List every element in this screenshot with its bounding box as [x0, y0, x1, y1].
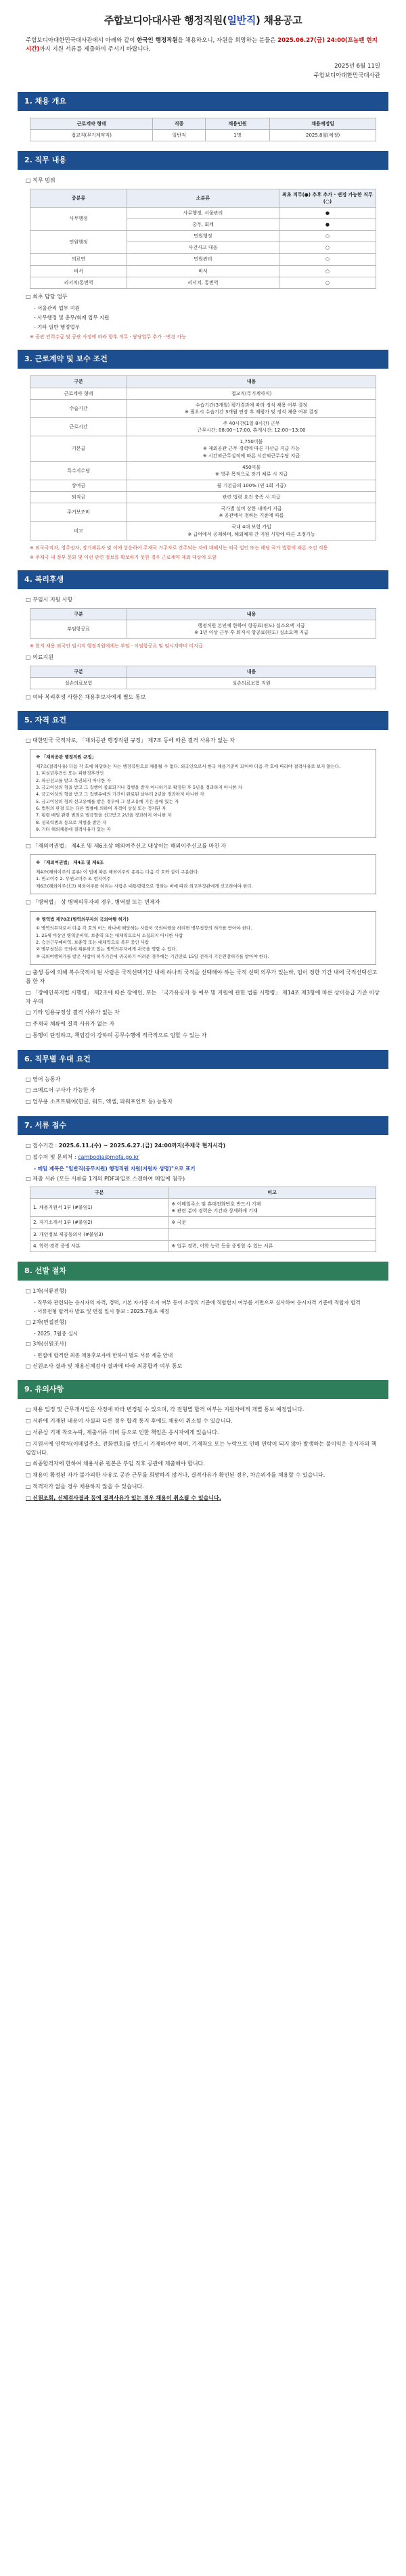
main-duty-heading: □ 최초 담당 업무: [26, 293, 68, 300]
duty-table-wrap: [30, 189, 376, 289]
welfare-heading: □ 부임시 지원 사항: [26, 596, 73, 603]
contract-label: 주거보조비: [30, 503, 127, 522]
qualify-box-3: [30, 911, 376, 965]
health-table: [30, 666, 376, 689]
duty-mark: ○: [279, 277, 376, 288]
caution-item: □ 신원조회, 신체검사결과 등에 결격사유가 있는 경우 채용이 취소될 수 있습니다.: [26, 1494, 221, 1501]
overview-cell: 2025.8월(예정): [270, 129, 376, 141]
qualify-item: □ 출생 등에 의해 복수국적이 된 사람은 국적선택기간 내에 하나의 국적을 선택해야 하는 국적 선택 의무가 있는바, 임이 정한 기간 내에 국적선택신고를 한 자: [26, 969, 378, 984]
main-duty-item: - 서울관리 업무 지원: [34, 305, 80, 312]
caution-item: □ 최종합격자에 한하여 채용서류 원본은 부임 직후 공관에 제출해야 합니다.: [26, 1460, 205, 1467]
contract-label: 비고: [30, 522, 127, 540]
welfare-header: 구분: [30, 608, 127, 620]
health-label: 실손의료보험: [30, 677, 127, 689]
docs-header: 비고: [168, 1187, 376, 1199]
contract-value: 주 40시간(1일 8시간) 근무 근무시간: 08:00~17:00, 휴게시간: 12:00~13:00: [127, 417, 376, 436]
duty-cell: 사건사고 대응: [127, 242, 279, 254]
duty-mark: ●: [279, 218, 376, 230]
duty-cell: 비서: [127, 265, 279, 277]
overview-header: 채용인원: [205, 118, 269, 129]
duty-cell: 민원관리: [127, 254, 279, 265]
box-line: 3. 금고이상의 형을 받고 그 집행이 종료되거나 집행을 받지 아니하기로 확정된 후 5년을 경과하지 아니한 자: [36, 784, 243, 790]
prefer-item: □ 크메르어 구사가 가능한 자: [26, 1087, 95, 1094]
qualify-item: □ 대한민국 국적자로, 「재외공관 행정직원 규정」 제7조 등에 따른 결격 사유가 없는 자: [26, 737, 235, 743]
overview-table-wrap: [30, 118, 376, 141]
overview-cell: 1명: [205, 129, 269, 141]
posting-date: 2025년 6월 11일: [334, 62, 380, 70]
contract-label: 퇴직금: [30, 492, 127, 503]
select-subitem: - 2025. 7월중 실시: [34, 1330, 78, 1337]
docs-label: 4. 학력·경력 증빙 사본: [30, 1240, 168, 1251]
duty-mark: ○: [279, 242, 376, 254]
select-item: □ 3차(신원조사): [26, 1341, 67, 1348]
contract-label: 특수지수당: [30, 461, 127, 480]
qualify-item: □ 기타 임용규정상 결격 사유가 없는 자: [26, 1009, 120, 1016]
box-line: ① 병역의무자로서 다음 각 호의 어느 하나에 해당하는 사람이 국외여행을 하려면 병무청장의 허가를 받아야 한다.: [36, 925, 252, 932]
caution-item: □ 지원서에 연락처(이메일주소, 전화번호)를 반드시 기재하여야 하며, 기재착오 또는 누락으로 인해 연락이 되지 않아 발생하는 불이익은 응시자의 책임입니다.: [26, 1440, 377, 1456]
contract-label: 근로계약 형태: [30, 388, 127, 399]
duty-mark: ●: [279, 207, 376, 218]
section-4-header: 4. 복리후생: [18, 570, 388, 589]
duty-cell: 의료연: [30, 254, 127, 265]
prefer-item: □ 업무용 소프트웨어(한글, 워드, 엑셀, 파워포인트 등) 능통자: [26, 1099, 173, 1105]
section-7-header: 7. 서류 접수: [18, 1116, 388, 1135]
welfare-other: □ 여타 복리후생 사항은 채용후보자에게 별도 통보: [26, 694, 146, 701]
section-5-header: 5. 자격 요건: [18, 711, 388, 730]
box-line: 5. 금고이상의 형의 선고유예를 받은 경우에 그 선고유예 기간 중에 있는 자: [36, 798, 179, 804]
contract-label: 근로시간: [30, 417, 127, 436]
overview-header: 채용예정일: [270, 118, 376, 129]
email-subject-note: - 메일 제목은 "일반직(공무지원) 행정직원 지원(지원자 성명)"으로 표기: [34, 1165, 196, 1172]
box-line: ② 병무청장은 국외에 체류하고 있는 병역의무자에게 귀국을 명할 수 있다.: [36, 946, 177, 952]
box-line: 8. 성폭력범죄 등으로 처벌을 받은 자: [36, 819, 107, 825]
section-9-header: 9. 유의사항: [18, 1380, 388, 1399]
duty-mark: ○: [279, 265, 376, 277]
posting-date-block: [26, 62, 380, 81]
section-3-header: 3. 근로계약 및 보수 조건: [18, 350, 388, 369]
caution-item: □ 적격자가 없을 경우 채용하지 않을 수 있습니다.: [26, 1483, 144, 1490]
contract-value: 국내 4대 보험 가입 ※ 급여에서 공제하며, 해외체재 간 지원 사항에 따른 조정가능: [127, 522, 376, 540]
box-line: 제7조(결격사유) 다음 각 호에 해당하는 자는 행정직원으로 채용될 수 없다. 외국인으로서 한국 채용기준이 되어야 다음 각 호에 따라야 결격사유로 보지 않는다.: [36, 763, 341, 769]
contract-value: 수습기간(3개월) 평가결과에 따라 정식 채용 여부 결정 ※ 필요시 수습기간 3개월 연장 후 재평가 및 정식 채용 여부 결정: [127, 399, 376, 417]
docs-value: ※ 업무 경력, 어학 능력 등을 증빙할 수 있는 서류: [168, 1240, 376, 1251]
section-1-header: 1. 채용 개요: [18, 92, 388, 111]
contract-value: 국가별 실비 상한 내에서 지급 ※ 공관에서 정하는 기준에 따름: [127, 503, 376, 522]
box-title: ※ 병역법 제70조(병역의무자의 국외여행 허가): [36, 916, 129, 922]
duty-cell: 민원행정: [127, 231, 279, 242]
caution-item: □ 서류상 기재 착오누락, 제출서류 미비 등으로 인한 책임은 응시자에게 있습니다.: [26, 1429, 219, 1435]
welfare-value: 행정직원 본인에 한하여 항공료(편도) 실소요액 지급 ※ 1년 이상 근무 후 퇴직시 항공료(편도) 실소요액 지급: [127, 620, 376, 638]
contract-value: 관련 법령 요건 충족 시 지급: [127, 492, 376, 503]
box-line: 2. 승선근무예비역, 보충역 또는 대체역으로 복무 중인 사람: [36, 939, 150, 945]
email-link[interactable]: cambodia@mofa.go.kr: [78, 1153, 139, 1160]
main-duty-item: - 사무행정 및 총무/회계 업무 지원: [34, 315, 110, 321]
box-line: 제6조(해외이주신고) 해외이주를 하려는 사람은 대통령령으로 정하는 바에 따라 외교부장관에게 신고하여야 한다.: [36, 883, 253, 889]
section-2-header: 2. 직무 내용: [18, 151, 388, 170]
duty-note: ※ 공관 인력수급 및 공관 사정에 따라 향후 직무 · 담당업무 추가 · 변경 가능: [30, 334, 186, 340]
duty-cell: 리서치, 통번역: [127, 277, 279, 288]
docs-period: □ 접수기간 : 2025.6.11.(수) ~ 2025.6.27.(금) 24:00까지(주재국 현지시각): [26, 1142, 226, 1149]
welfare-note: ※ 현지 채용 외국인 임시직 행정직원에게는 부임 · 이임항공료 및 임시계약비 미지급: [30, 643, 203, 649]
duty-cell: 사무행정: [30, 207, 127, 230]
box-line: 6. 법원의 판결 또는 다른 법률에 의하여 자격이 상실 또는 정지된 자: [36, 806, 166, 812]
duty-header: 중분류: [30, 189, 127, 207]
contract-table: [30, 375, 376, 540]
qualify-item: □ 「병역법」 상 병역의무자의 경우, 병역필 또는 면제자: [26, 899, 160, 905]
box-line: 4. 금고이상의 형을 받고 그 집행유예의 기간이 완료된 날부터 2년을 경과하지 아니한 자: [36, 791, 204, 798]
duty-cell: 리서치/통번역: [30, 277, 127, 288]
box-line: 제4조(해외이주의 종류) 이 법에 따른 해외이주의 종류는 다음 각 호와 같이 구분한다.: [36, 869, 200, 875]
docs-value: ※ 국문: [168, 1217, 376, 1228]
duty-table: [30, 189, 376, 289]
box-line: 7. 횡령 배임 관련 범죄로 벌금형을 선고받고 2년을 경과하지 아니한 자: [36, 812, 172, 819]
docs-table-wrap: [30, 1187, 376, 1252]
contract-value: 접교직(무기계약직): [127, 388, 376, 399]
overview-table: [30, 118, 376, 141]
health-heading: □ 의료지원: [26, 654, 54, 661]
overview-cell: 일반직: [153, 129, 205, 141]
health-header: 내용: [127, 666, 376, 677]
docs-email: □ 접수처 및 문의처 : cambodia@mofa.go.kr: [26, 1153, 139, 1160]
contract-value: 450미불 ※ 영주 목적으로 장기 체류 시 지급: [127, 461, 376, 480]
welfare-header: 내용: [127, 608, 376, 620]
duty-mark: ○: [279, 254, 376, 265]
select-subitem: - 직무와 관련되는 응시자의 자격, 경력, 기본 자기증 소지 여부 등이 소정의 기준에 적합한지 여부를 서면으로 심사하여 응시자격 기준에 적합자 합격: [34, 1299, 361, 1306]
qualify-item: □ 「재외여권법」 제4조 및 제6조상 해외여주신고 대상이는 해외이주신고를 마친 자: [26, 842, 227, 849]
welfare-table-wrap: [30, 608, 376, 639]
box-line: 2. 파산선고를 받고 복권되지 아니한 자: [36, 777, 111, 783]
docs-value: [168, 1228, 376, 1240]
contract-label: 수습기간: [30, 399, 127, 417]
welfare-table: [30, 608, 376, 639]
contract-value: 1,750미불 ※ 재외공관 근무 경력에 따른 가산급 지급 가능 ※ 시간외근무실적에 따른 시간외근무수당 지급: [127, 436, 376, 461]
duty-cell: 비서: [30, 265, 127, 277]
docs-label: 3. 개인정보 제공동의서 (#붙임3): [30, 1228, 168, 1240]
box-line: 1. 연고이주 2. 무연고이주 3. 현지이주: [36, 876, 111, 882]
contract-label: 기본급: [30, 436, 127, 461]
prefer-item: □ 영어 능통자: [26, 1076, 61, 1082]
main-duty-item: - 기타 일반 행정업무: [34, 323, 80, 330]
box-line: 9. 기타 해외채용에 결격사유가 있는 자: [36, 827, 111, 833]
box-line: 1. 25세 이상인 병역준비역, 보충역 또는 대체역으로서 소집되지 아니한 사람: [36, 932, 183, 938]
docs-table: [30, 1187, 376, 1252]
box-title: ※ 「재외여권법」 제4조 및 제6조: [36, 860, 104, 866]
duty-header: 최초 직무(●) 추후 추가 · 변경 가능한 직무(○): [279, 189, 376, 207]
section-8-header: 8. 선발 절차: [18, 1262, 388, 1281]
contract-value: 월 기본급의 100% (연 1회 지급): [127, 480, 376, 491]
select-subitem: - 서류전형 합격자 발표 및 면접 일시 통보 : 2025.7월초 예정: [34, 1308, 170, 1315]
docs-list-heading: □ 제출 서류 (모든 서류를 1개의 PDF파일로 스캔하여 메일에 첨부): [26, 1176, 185, 1182]
health-value: 실손의료보험 지원: [127, 677, 376, 689]
box-line: ③ 국외여행허가를 받은 사람이 허가기간에 귀국하기 어려운 경우에는 기간만료 15일 전까지 기간연장허가를 받아야 한다.: [36, 953, 269, 959]
contract-note: ※ 외국국적자, 영주권자, 장기체류자 및 이에 상응하여 주재국 거주자로 간주되는 자에 대해서는 외국 법인 또는 해당 국가 법령에 따른 조건 적용: [30, 545, 328, 551]
select-item: □ 1차(서류전형): [26, 1287, 67, 1294]
welfare-label: 부임항공료: [30, 620, 127, 638]
select-item: □ 2차(면접전형): [26, 1318, 67, 1325]
box-title: ※ 「재외공관 행정직원 규정」: [36, 754, 96, 760]
duty-cell: 총무, 회계: [127, 218, 279, 230]
docs-header: 구분: [30, 1187, 168, 1199]
qualify-item: □ 「장애인복지법 시행령」 제2조에 따른 장애인, 또는 「국가유공자 등 예우 및 지원에 관한 법률 시행령」 제14조 제3항에 따른 상이등급 기준 이상자 우대: [26, 989, 380, 1005]
health-header: 구분: [30, 666, 127, 677]
overview-header: 직종: [153, 118, 205, 129]
intro-paragraph: 주합보디아대한민국대사관에서 아래와 같이 한국인 행정직원을 채용하오니, 자원을 희망하는 분들은 2025.06.27(금) 24:00(프놈펜 현지시간)까지 지원 서류를 제출하여 주시기 바랍니다.: [26, 37, 378, 53]
box-line: 1. 피성년후견인 또는 피한정후견인: [36, 770, 104, 777]
duty-scope-heading: □ 직무 범위: [26, 177, 55, 183]
select-subitem: - 면접에 합격한 최종 채용후보자에 한하여 별도 서류 제출 안내: [34, 1352, 173, 1359]
caution-item: □ 서류에 기재된 내용이 사실과 다른 경우 합격 통지 후에도 채용이 취소될 수 있습니다.: [26, 1418, 233, 1425]
qualify-box-1: [30, 749, 376, 837]
overview-cell: 접교직(무기계약직): [30, 129, 153, 141]
contract-note: ※ 주재국 내 정부 문화 및 이런 관련 정보를 확보하지 못한 경우 근로계약 제외 대상에 포함: [30, 554, 217, 560]
duty-header: 소분류: [127, 189, 279, 207]
health-table-wrap: [30, 666, 376, 689]
duty-cell: 민원행정: [30, 231, 127, 254]
caution-item: □ 채용이 확정된 자가 불가피한 사유로 공관 근무를 희망하지 않거나, 결격사유가 확인된 경우, 차순위자를 채용할 수 있습니다.: [26, 1472, 325, 1479]
contract-table-wrap: [30, 375, 376, 540]
section-6-header: 6. 직무별 우대 요건: [18, 1050, 388, 1069]
duty-mark: ○: [279, 231, 376, 242]
qualify-item: □ 통행이 단정하고, 책임감이 강하며 공무수행에 적극적으로 임할 수 있는 자: [26, 1032, 207, 1038]
embassy-name: 주합보디아대한민국대사관: [313, 72, 380, 80]
contract-header: 내용: [127, 376, 376, 388]
contract-label: 상여금: [30, 480, 127, 491]
page-title: 주합보디아대사관 행정직원(일반직) 채용공고: [104, 14, 302, 26]
docs-label: 1. 채용지원서 1부 (#붙임1): [30, 1199, 168, 1217]
duty-cell: 사무행정, 서울관리: [127, 207, 279, 218]
overview-header: 근로계약 형태: [30, 118, 153, 129]
contract-header: 구분: [30, 376, 127, 388]
qualify-box-2: [30, 854, 376, 894]
select-item: □ 신원조사 결과 및 채용신체검사 결과에 따라 최종합격 여부 통보: [26, 1362, 183, 1369]
qualify-item: □ 주재국 체류에 결격 사유가 없는 자: [26, 1021, 115, 1028]
docs-label: 2. 자기소개서 1부 (#붙임2): [30, 1217, 168, 1228]
docs-value: ※ 이메일주소 및 휴대전화번호 반드시 기재 ※ 관련 분야 경력은 기간과 상세하게 기재: [168, 1199, 376, 1217]
caution-item: □ 채용 일정 및 근무개시일은 사정에 따라 변경될 수 있으며, 각 전형별 합격 여부는 지원자에게 개별 통보 예정입니다.: [26, 1406, 304, 1413]
